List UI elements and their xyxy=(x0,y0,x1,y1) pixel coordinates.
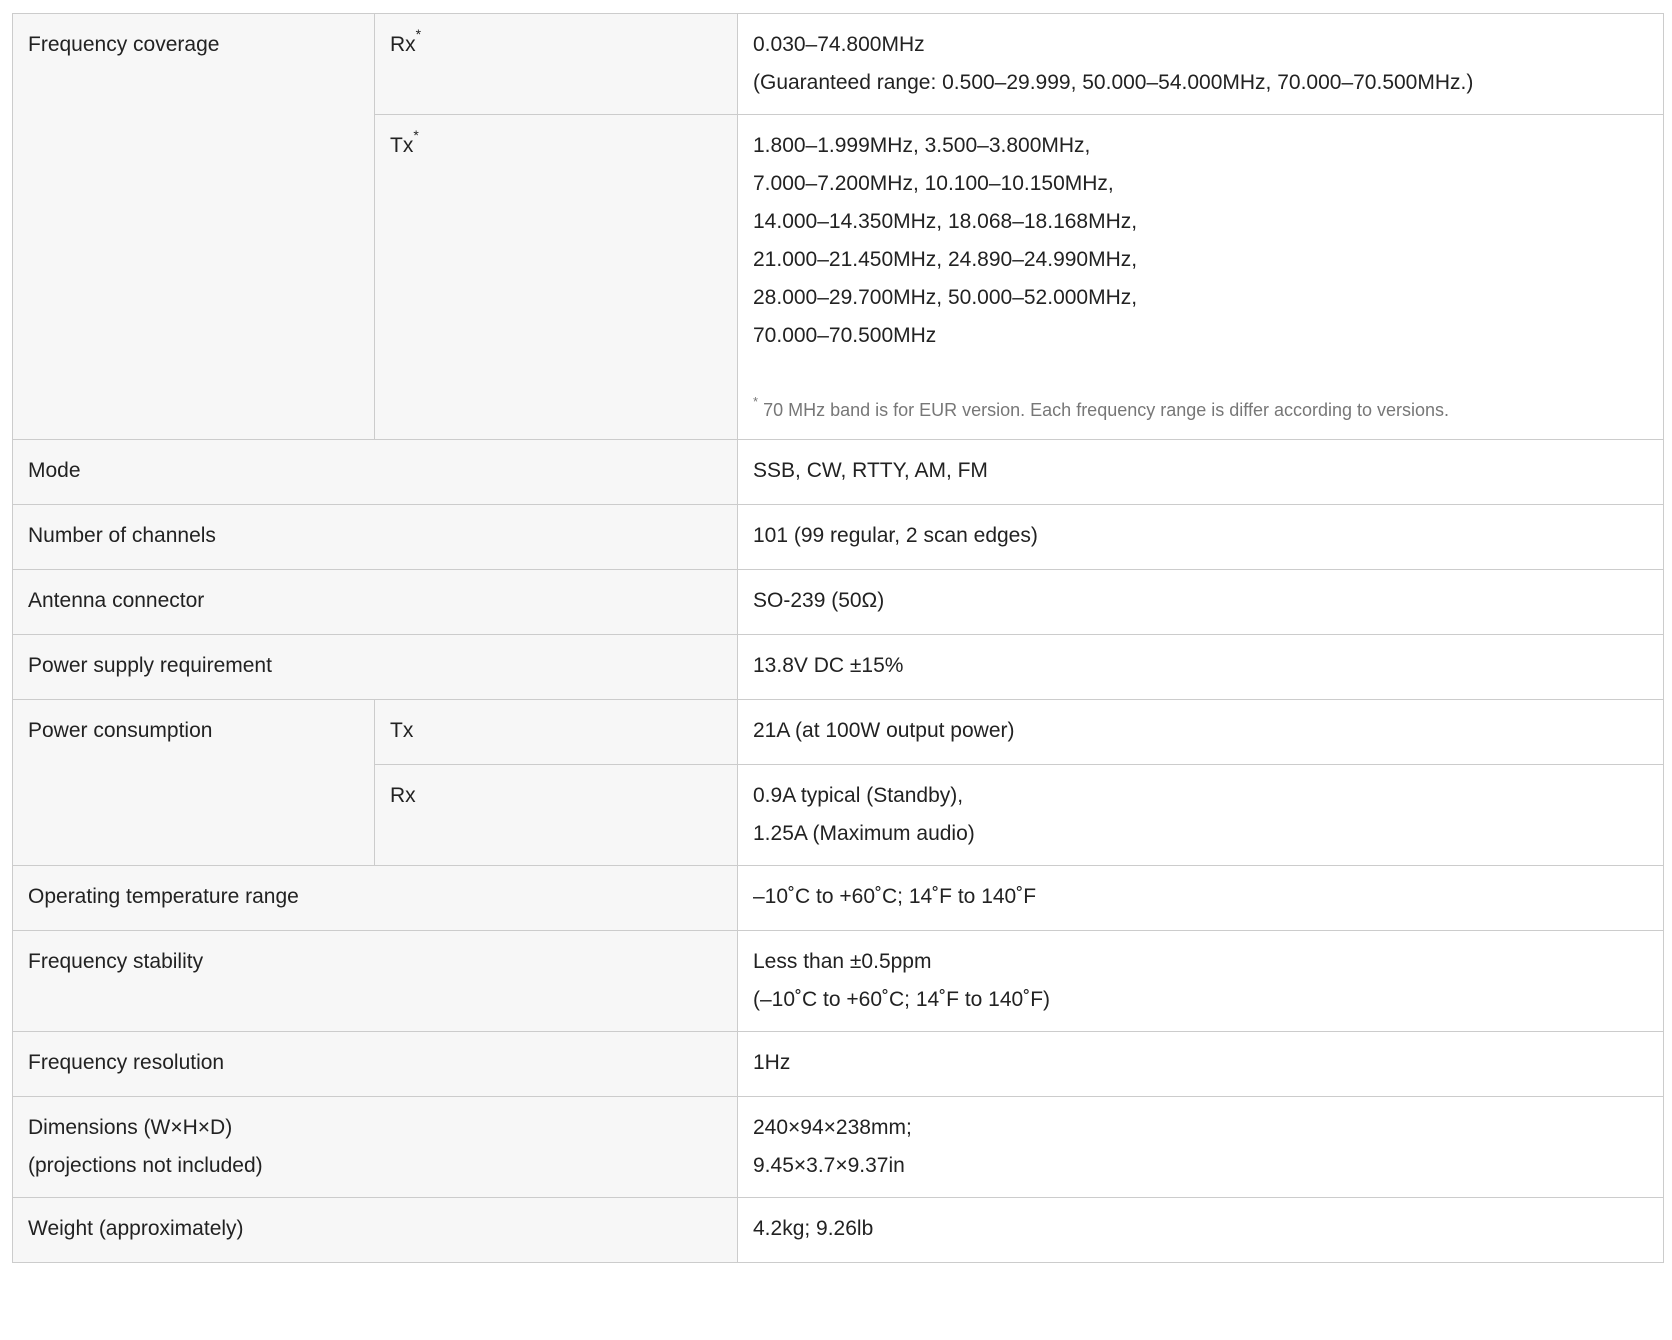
stability-line: Less than ±0.5ppm xyxy=(753,950,932,973)
temperature-value-cell xyxy=(738,866,1664,931)
power-rx-value-cell xyxy=(738,765,1664,866)
table-row-dimensions xyxy=(13,1097,1664,1198)
antenna-label: Antenna connector xyxy=(28,589,205,612)
resolution-label-cell xyxy=(13,1032,738,1097)
mode-label: Mode xyxy=(28,459,81,482)
resolution-value: 1Hz xyxy=(753,1051,791,1074)
dimensions-line: 9.45×3.7×9.37in xyxy=(753,1154,905,1177)
resolution-label: Frequency resolution xyxy=(28,1051,225,1074)
rx-coverage-value-cell xyxy=(738,14,1664,115)
tx-coverage-line: 7.000–7.200MHz, 10.100–10.150MHz, xyxy=(753,172,1114,195)
table-row-antenna xyxy=(13,570,1664,635)
table-row-weight xyxy=(13,1198,1664,1263)
tx-coverage-value-cell xyxy=(738,115,1664,440)
tx-coverage-line: 28.000–29.700MHz, 50.000–52.000MHz, xyxy=(753,286,1138,309)
table-row-power-consumption-tx xyxy=(13,700,1664,765)
power-supply-value-cell xyxy=(738,635,1664,700)
footnote-asterisk: * xyxy=(415,26,422,42)
rx-coverage-label: Rx* xyxy=(390,26,422,56)
stability-label-cell xyxy=(13,931,738,1032)
power-rx-label-cell xyxy=(375,765,738,866)
dimensions-value-cell xyxy=(738,1097,1664,1198)
frequency-coverage-label: Frequency coverage xyxy=(28,33,220,56)
power-rx-line: 0.9A typical (Standby), xyxy=(753,784,964,807)
mode-value-cell xyxy=(738,440,1664,505)
table-row-stability xyxy=(13,931,1664,1032)
tx-coverage-line: 14.000–14.350MHz, 18.068–18.168MHz, xyxy=(753,210,1138,233)
table-row-resolution xyxy=(13,1032,1664,1097)
weight-label: Weight (approximately) xyxy=(28,1217,244,1240)
power-consumption-label: Power consumption xyxy=(28,719,213,742)
stability-line: (–10˚C to +60˚C; 14˚F to 140˚F) xyxy=(753,988,1051,1011)
tx-coverage-label-cell xyxy=(375,115,738,440)
tx-coverage-line: 21.000–21.450MHz, 24.890–24.990MHz, xyxy=(753,248,1138,271)
antenna-label-cell xyxy=(13,570,738,635)
stability-label: Frequency stability xyxy=(28,950,204,973)
mode-value: SSB, CW, RTTY, AM, FM xyxy=(753,459,988,482)
weight-value: 4.2kg; 9.26lb xyxy=(753,1217,874,1240)
channels-label: Number of channels xyxy=(28,524,216,547)
footnote-asterisk: * xyxy=(753,394,759,409)
power-supply-label: Power supply requirement xyxy=(28,654,272,677)
rx-coverage-line: 0.030–74.800MHz xyxy=(753,33,925,56)
tx-coverage-line: 1.800–1.999MHz, 3.500–3.800MHz, xyxy=(753,134,1091,157)
version-footnote: * 70 MHz band is for EUR version. Each frequency range is differ according to versions. xyxy=(753,394,1450,420)
spec-table xyxy=(12,13,1664,1263)
rx-coverage-label-cell xyxy=(375,14,738,115)
table-row-frequency-coverage-rx xyxy=(13,14,1664,115)
dimensions-label-line: Dimensions (W×H×D) xyxy=(28,1116,233,1139)
channels-value-cell xyxy=(738,505,1664,570)
rx-coverage-line: (Guaranteed range: 0.500–29.999, 50.000–54.000MHz, 70.000–70.500MHz.) xyxy=(753,71,1474,94)
tx-coverage-line: 70.000–70.500MHz xyxy=(753,324,937,347)
temperature-label-cell xyxy=(13,866,738,931)
dimensions-label-cell xyxy=(13,1097,738,1198)
stability-value-cell xyxy=(738,931,1664,1032)
power-consumption-label-cell xyxy=(13,700,375,866)
channels-label-cell xyxy=(13,505,738,570)
antenna-value-cell xyxy=(738,570,1664,635)
mode-label-cell xyxy=(13,440,738,505)
power-tx-value: 21A (at 100W output power) xyxy=(753,719,1015,742)
resolution-value-cell xyxy=(738,1032,1664,1097)
dimensions-line: 240×94×238mm; xyxy=(753,1116,912,1139)
temperature-label: Operating temperature range xyxy=(28,885,299,908)
table-row-mode xyxy=(13,440,1664,505)
table-row-power-supply xyxy=(13,635,1664,700)
table-row-channels xyxy=(13,505,1664,570)
weight-label-cell xyxy=(13,1198,738,1263)
footnote-asterisk: * xyxy=(413,127,419,143)
channels-value: 101 (99 regular, 2 scan edges) xyxy=(753,524,1038,547)
power-supply-label-cell xyxy=(13,635,738,700)
dimensions-label-line: (projections not included) xyxy=(28,1154,263,1177)
power-tx-label: Tx xyxy=(390,719,414,742)
power-rx-label: Rx xyxy=(390,784,416,807)
tx-coverage-label: Tx* xyxy=(390,127,419,157)
antenna-value: SO-239 (50Ω) xyxy=(753,589,885,612)
weight-value-cell xyxy=(738,1198,1664,1263)
power-tx-label-cell xyxy=(375,700,738,765)
frequency-coverage-label-cell xyxy=(13,14,375,440)
power-tx-value-cell xyxy=(738,700,1664,765)
temperature-value: –10˚C to +60˚C; 14˚F to 140˚F xyxy=(753,885,1037,908)
table-row-temperature xyxy=(13,866,1664,931)
power-supply-value: 13.8V DC ±15% xyxy=(753,654,904,677)
power-rx-line: 1.25A (Maximum audio) xyxy=(753,822,975,845)
